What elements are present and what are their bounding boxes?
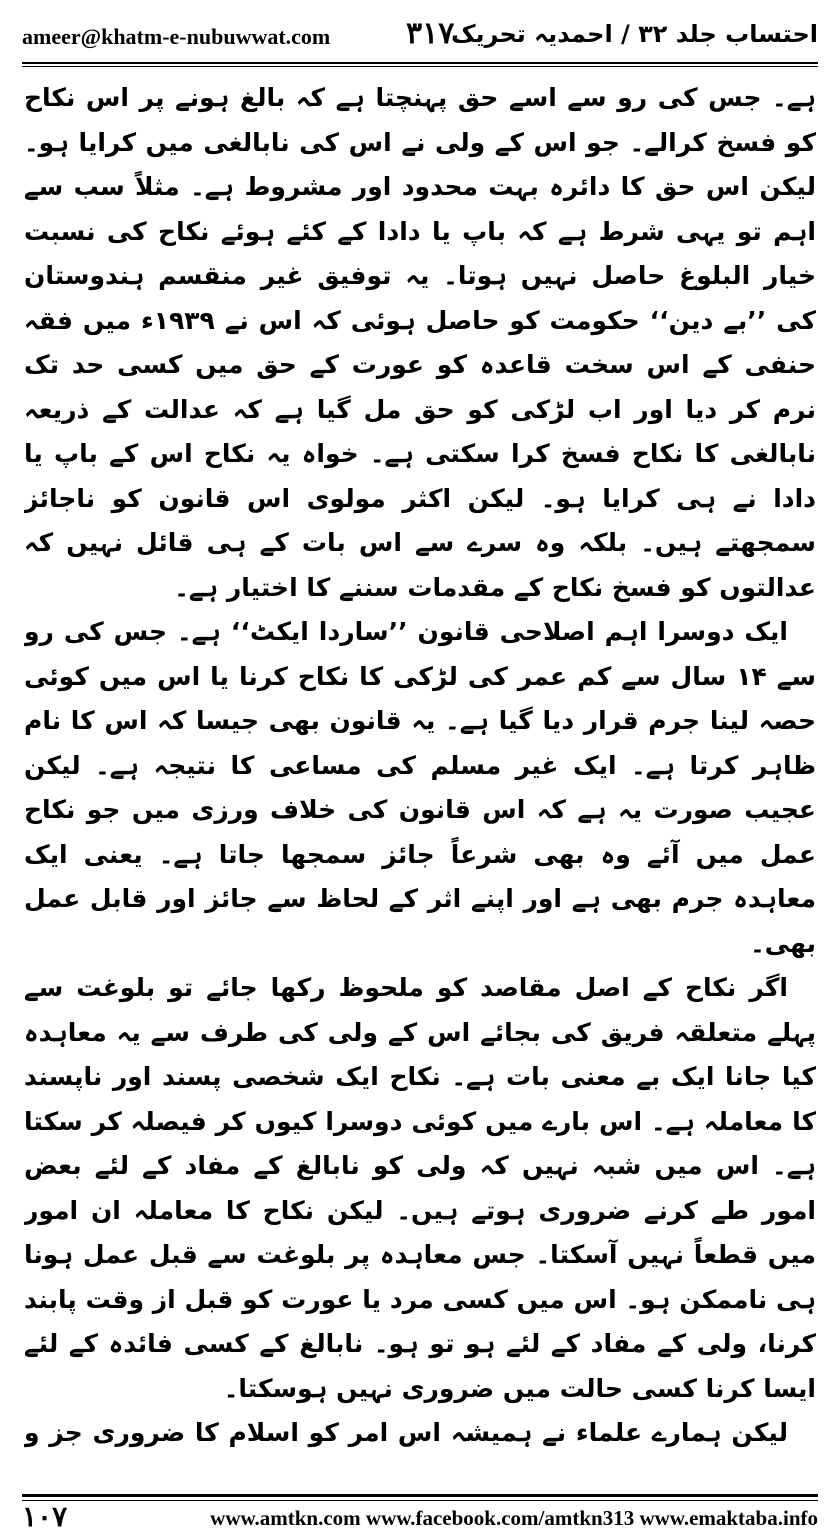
footer-rule-thin: [22, 1500, 818, 1501]
paragraph-3: اگر نکاح کے اصل مقاصد کو ملحوظ رکھا جائے تو بلوغت سے پہلے متعلقہ فریق کی بجائے اس کے ولی کی طرف سے یہ معاہدہ کیا جانا ایک بے معنی بات ہے۔ نکاح ایک شخصی پسند اور ناپسند کا معاملہ ہے۔ اس بارے میں کوئی دوسرا کیوں کر فیصلہ کر سکتا ہے۔ اس میں شبہ نہیں کہ ولی کو نابالغ کے مفاد کے لئے بعض امور طے کرنے ضروری ہوتے ہیں۔ لیکن نکاح کا معاملہ ان امور میں قطعاً نہیں آسکتا۔ جس معاہدہ پر بلوغت سے قبل عمل ہونا ہی ناممکن ہو۔ اس میں کسی مرد یا عورت کو قبل از وقت پابند کرنا، ولی کے مفاد کے لئے ہو تو ہو۔ نابالغ کے کسی فائدہ کے لئے ایسا کرنا کسی حالت میں ضروری نہیں ہوسکتا۔: [24, 973, 816, 1403]
paragraph-1: ہے۔ جس کی رو سے اسے حق پہنچتا ہے کہ بالغ ہونے پر اس نکاح کو فسخ کرالے۔ جو اس کے ولی نے اس کی نابالغی میں کرایا ہو۔ لیکن اس حق کا دائرہ بہت محدود اور مشروط ہے۔ مثلاً سب سے اہم تو یہی شرط ہے کہ باپ یا دادا کے کئے ہوئے نکاح کی نسبت خیار البلوغ حاصل نہیں ہوتا۔ یہ توفیق غیر منقسم ہندوستان کی ’’بے دین‘‘ حکومت کو حاصل ہوئی کہ اس نے ۱۹۳۹ء میں فقہ حنفی کے اس سخت قاعدہ کو عورت کے حق میں کسی حد تک نرم کر دیا اور اب لڑکی کو حق مل گیا ہے کہ عدالت کے ذریعہ نابالغی کا نکاح فسخ کرا سکتی ہے۔ خواہ یہ نکاح اس کے باپ یا دادا نے ہی کرایا ہو۔ لیکن اکثر مولوی اس قانون کو ناجائز سمجھتے ہیں۔ بلکہ وہ سرے سے اس بات کے ہی قائل نہیں کہ عدالتوں کو فسخ نکاح کے مقدمات سننے کا اختیار ہے۔: [24, 83, 816, 602]
header-page-number: ۳۱۷: [406, 16, 455, 51]
header-title: احتساب جلد ۳۲ / احمدیہ تحریک: [450, 20, 818, 48]
footer-links[interactable]: www.amtkn.com www.facebook.com/amtkn313 www.emaktaba.info: [210, 1506, 818, 1530]
paragraph-2: ایک دوسرا اہم اصلاحی قانون ’’ساردا ایکٹ‘‘ ہے۔ جس کی رو سے ۱۴ سال سے کم عمر کی لڑکی کا نکاح کرنا یا اس میں کوئی حصہ لینا جرم قرار دیا گیا ہے۔ یہ قانون بھی جیسا کہ اس کا نام ظاہر کرتا ہے۔ ایک غیر مسلم کی مساعی کا نتیجہ ہے۔ لیکن عجیب صورت یہ ہے کہ اس قانون کی خلاف ورزی میں جو نکاح عمل میں آئے وہ بھی شرعاً جائز سمجھا جاتا ہے۔ یعنی ایک معاہدہ جرم بھی ہے اور اپنے اثر کے لحاظ سے جائز اور قابل عمل بھی۔: [24, 617, 816, 958]
page-footer: [22, 1494, 818, 1532]
footer-page-number: ۱۰۷: [22, 1500, 68, 1533]
header-rule-thin: [22, 66, 818, 67]
page-body: [24, 76, 816, 1458]
header-email[interactable]: ameer@khatm-e-nubuwwat.com: [22, 24, 331, 49]
footer-rule: [22, 1494, 818, 1497]
paragraph-4: لیکن ہمارے علماء نے ہمیشہ اس امر کو اسلام کا ضروری جز و: [24, 1418, 788, 1447]
header-rule: [22, 62, 818, 64]
page-header: [22, 10, 818, 62]
